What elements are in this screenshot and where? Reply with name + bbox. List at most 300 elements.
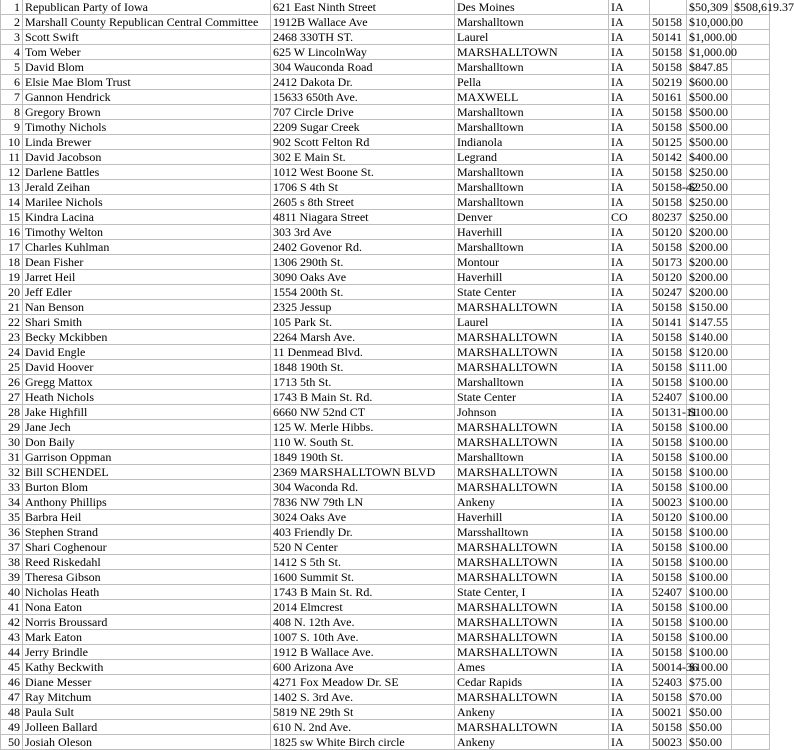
zip-cell[interactable]: 50158 [650,165,687,180]
total-cell[interactable] [732,300,770,315]
state-cell[interactable]: IA [609,150,650,165]
row-number[interactable]: 47 [1,690,23,705]
name-cell[interactable]: Timothy Nichols [23,120,271,135]
row-number[interactable]: 36 [1,525,23,540]
name-cell[interactable]: Nan Benson [23,300,271,315]
city-cell[interactable]: Marshalltown [455,180,609,195]
address-cell[interactable]: 1825 sw White Birch circle [271,735,455,750]
address-cell[interactable]: 304 Waconda Rd. [271,480,455,495]
amount-cell[interactable]: $100.00 [687,555,732,570]
address-cell[interactable]: 610 N. 2nd Ave. [271,720,455,735]
address-cell[interactable]: 1600 Summit St. [271,570,455,585]
city-cell[interactable]: MARSHALLTOWN [455,630,609,645]
zip-cell[interactable]: 50142 [650,150,687,165]
row-number[interactable]: 33 [1,480,23,495]
address-cell[interactable]: 15633 650th Ave. [271,90,455,105]
name-cell[interactable]: Diane Messer [23,675,271,690]
name-cell[interactable]: Shari Coghenour [23,540,271,555]
total-cell[interactable] [732,525,770,540]
amount-cell[interactable]: $500.00 [687,120,732,135]
amount-cell[interactable]: $1,000.00 [687,30,732,45]
total-cell[interactable] [732,330,770,345]
amount-cell[interactable]: $147.55 [687,315,732,330]
name-cell[interactable]: Marilee Nichols [23,195,271,210]
address-cell[interactable]: 1306 290th St. [271,255,455,270]
total-cell[interactable] [732,30,770,45]
address-cell[interactable]: 1007 S. 10th Ave. [271,630,455,645]
row-number[interactable]: 19 [1,270,23,285]
amount-cell[interactable]: $250.00 [687,210,732,225]
name-cell[interactable]: Burton Blom [23,480,271,495]
address-cell[interactable]: 1912 B Wallace Ave. [271,645,455,660]
address-cell[interactable]: 303 3rd Ave [271,225,455,240]
row-number[interactable]: 31 [1,450,23,465]
address-cell[interactable]: 1554 200th St. [271,285,455,300]
name-cell[interactable]: Jarret Heil [23,270,271,285]
total-cell[interactable] [732,540,770,555]
address-cell[interactable]: 125 W. Merle Hibbs. [271,420,455,435]
state-cell[interactable]: IA [609,120,650,135]
amount-cell[interactable]: $100.00 [687,495,732,510]
row-number[interactable]: 27 [1,390,23,405]
zip-cell[interactable]: 50158 [650,525,687,540]
zip-cell[interactable]: 50158 [650,720,687,735]
amount-cell[interactable]: $500.00 [687,135,732,150]
city-cell[interactable]: State Center [455,390,609,405]
state-cell[interactable]: IA [609,105,650,120]
row-number[interactable]: 7 [1,90,23,105]
row-number[interactable]: 28 [1,405,23,420]
row-number[interactable]: 32 [1,465,23,480]
city-cell[interactable]: Montour [455,255,609,270]
city-cell[interactable]: Marshalltown [455,15,609,30]
amount-cell[interactable]: $200.00 [687,240,732,255]
name-cell[interactable]: Charles Kuhlman [23,240,271,255]
zip-cell[interactable]: 50120 [650,510,687,525]
row-number[interactable]: 14 [1,195,23,210]
row-number[interactable]: 25 [1,360,23,375]
total-cell[interactable] [732,705,770,720]
name-cell[interactable]: David Jacobson [23,150,271,165]
name-cell[interactable]: Gannon Hendrick [23,90,271,105]
total-cell[interactable] [732,495,770,510]
row-number[interactable]: 8 [1,105,23,120]
row-number[interactable]: 6 [1,75,23,90]
name-cell[interactable]: Jolleen Ballard [23,720,271,735]
address-cell[interactable]: 520 N Center [271,540,455,555]
name-cell[interactable]: Becky Mckibben [23,330,271,345]
state-cell[interactable]: IA [609,390,650,405]
address-cell[interactable]: 2325 Jessup [271,300,455,315]
total-cell[interactable] [732,180,770,195]
zip-cell[interactable]: 50158 [650,345,687,360]
row-number[interactable]: 5 [1,60,23,75]
address-cell[interactable]: 2209 Sugar Creek [271,120,455,135]
zip-cell[interactable]: 50158 [650,15,687,30]
amount-cell[interactable]: $50,309 [687,0,732,15]
address-cell[interactable]: 600 Arizona Ave [271,660,455,675]
state-cell[interactable]: IA [609,585,650,600]
amount-cell[interactable]: $100.00 [687,450,732,465]
name-cell[interactable]: Anthony Phillips [23,495,271,510]
zip-cell[interactable]: 50125 [650,135,687,150]
amount-cell[interactable]: $250.00 [687,165,732,180]
address-cell[interactable]: 1713 5th St. [271,375,455,390]
city-cell[interactable]: MARSHALLTOWN [455,45,609,60]
amount-cell[interactable]: $100.00 [687,390,732,405]
city-cell[interactable]: Ankeny [455,735,609,750]
zip-cell[interactable]: 50158-42 [650,180,687,195]
state-cell[interactable]: IA [609,165,650,180]
state-cell[interactable]: IA [609,720,650,735]
city-cell[interactable]: Des Moines [455,0,609,15]
address-cell[interactable]: 1849 190th St. [271,450,455,465]
amount-cell[interactable]: $600.00 [687,75,732,90]
address-cell[interactable]: 1706 S 4th St [271,180,455,195]
address-cell[interactable]: 1012 West Boone St. [271,165,455,180]
name-cell[interactable]: Kindra Lacina [23,210,271,225]
name-cell[interactable]: Elsie Mae Blom Trust [23,75,271,90]
zip-cell[interactable]: 50158 [650,615,687,630]
zip-cell[interactable]: 50158 [650,360,687,375]
city-cell[interactable]: MARSHALLTOWN [455,615,609,630]
state-cell[interactable]: IA [609,375,650,390]
address-cell[interactable]: 2605 s 8th Street [271,195,455,210]
state-cell[interactable]: IA [609,60,650,75]
row-number[interactable]: 49 [1,720,23,735]
total-cell[interactable] [732,555,770,570]
zip-cell[interactable]: 50120 [650,270,687,285]
address-cell[interactable]: 1743 B Main St. Rd. [271,585,455,600]
address-cell[interactable]: 403 Friendly Dr. [271,525,455,540]
row-number[interactable]: 50 [1,735,23,750]
city-cell[interactable]: MARSHALLTOWN [455,465,609,480]
city-cell[interactable]: State Center [455,285,609,300]
state-cell[interactable]: IA [609,255,650,270]
name-cell[interactable]: Stephen Strand [23,525,271,540]
name-cell[interactable]: Heath Nichols [23,390,271,405]
total-cell[interactable] [732,150,770,165]
state-cell[interactable]: IA [609,510,650,525]
total-cell[interactable] [732,690,770,705]
amount-cell[interactable]: $100.00 [687,615,732,630]
row-number[interactable]: 34 [1,495,23,510]
city-cell[interactable]: Marshalltown [455,375,609,390]
zip-cell[interactable]: 50158 [650,630,687,645]
state-cell[interactable]: IA [609,90,650,105]
state-cell[interactable]: IA [609,540,650,555]
name-cell[interactable]: Barbra Heil [23,510,271,525]
address-cell[interactable]: 408 N. 12th Ave. [271,615,455,630]
city-cell[interactable]: MARSHALLTOWN [455,345,609,360]
address-cell[interactable]: 625 W LincolnWay [271,45,455,60]
amount-cell[interactable]: $400.00 [687,150,732,165]
state-cell[interactable]: IA [609,615,650,630]
total-cell[interactable] [732,570,770,585]
row-number[interactable]: 29 [1,420,23,435]
zip-cell[interactable]: 50158 [650,330,687,345]
state-cell[interactable]: IA [609,300,650,315]
row-number[interactable]: 44 [1,645,23,660]
zip-cell[interactable]: 52407 [650,390,687,405]
state-cell[interactable]: IA [609,690,650,705]
city-cell[interactable]: Ankeny [455,495,609,510]
state-cell[interactable]: IA [609,30,650,45]
zip-cell[interactable]: 50158 [650,480,687,495]
zip-cell[interactable]: 50158 [650,465,687,480]
row-number[interactable]: 3 [1,30,23,45]
amount-cell[interactable]: $150.00 [687,300,732,315]
name-cell[interactable]: Mark Eaton [23,630,271,645]
row-number[interactable]: 23 [1,330,23,345]
row-number[interactable]: 45 [1,660,23,675]
name-cell[interactable]: Jerald Zeihan [23,180,271,195]
total-cell[interactable] [732,195,770,210]
name-cell[interactable]: Republican Party of Iowa [23,0,271,15]
state-cell[interactable]: IA [609,675,650,690]
total-cell[interactable] [732,105,770,120]
address-cell[interactable]: 1848 190th St. [271,360,455,375]
name-cell[interactable]: Don Baily [23,435,271,450]
state-cell[interactable]: IA [609,645,650,660]
address-cell[interactable]: 6660 NW 52nd CT [271,405,455,420]
row-number[interactable]: 9 [1,120,23,135]
city-cell[interactable]: MAXWELL [455,90,609,105]
state-cell[interactable]: IA [609,15,650,30]
amount-cell[interactable]: $250.00 [687,195,732,210]
zip-cell[interactable]: 50158 [650,645,687,660]
city-cell[interactable]: Johnson [455,405,609,420]
amount-cell[interactable]: $1,000.00 [687,45,732,60]
total-cell[interactable] [732,390,770,405]
row-number[interactable]: 37 [1,540,23,555]
name-cell[interactable]: Tom Weber [23,45,271,60]
zip-cell[interactable]: 50158 [650,375,687,390]
amount-cell[interactable]: $100.00 [687,525,732,540]
zip-cell[interactable]: 50161 [650,90,687,105]
name-cell[interactable]: Linda Brewer [23,135,271,150]
zip-cell[interactable]: 50219 [650,75,687,90]
zip-cell[interactable]: 50120 [650,225,687,240]
amount-cell[interactable]: $100.00 [687,570,732,585]
total-cell[interactable] [732,165,770,180]
zip-cell[interactable]: 50158 [650,555,687,570]
amount-cell[interactable]: $500.00 [687,90,732,105]
row-number[interactable]: 21 [1,300,23,315]
amount-cell[interactable]: $100.00 [687,585,732,600]
zip-cell[interactable]: 50158 [650,45,687,60]
total-cell[interactable] [732,270,770,285]
city-cell[interactable]: MARSHALLTOWN [455,435,609,450]
amount-cell[interactable]: $500.00 [687,105,732,120]
address-cell[interactable]: 1743 B Main St. Rd. [271,390,455,405]
city-cell[interactable]: Marshalltown [455,60,609,75]
city-cell[interactable]: MARSHALLTOWN [455,540,609,555]
total-cell[interactable]: $508,619.37 [732,0,770,15]
zip-cell[interactable]: 50158 [650,105,687,120]
total-cell[interactable] [732,630,770,645]
zip-cell[interactable]: 50158 [650,120,687,135]
address-cell[interactable]: 2412 Dakota Dr. [271,75,455,90]
total-cell[interactable] [732,210,770,225]
total-cell[interactable] [732,285,770,300]
total-cell[interactable] [732,135,770,150]
city-cell[interactable]: MARSHALLTOWN [455,300,609,315]
zip-cell[interactable]: 50131-11 [650,405,687,420]
city-cell[interactable]: Laurel [455,315,609,330]
total-cell[interactable] [732,60,770,75]
state-cell[interactable]: IA [609,0,650,15]
zip-cell[interactable]: 50158 [650,450,687,465]
state-cell[interactable]: CO [609,210,650,225]
total-cell[interactable] [732,480,770,495]
name-cell[interactable]: David Engle [23,345,271,360]
name-cell[interactable]: Jake Highfill [23,405,271,420]
state-cell[interactable]: IA [609,45,650,60]
city-cell[interactable]: MARSHALLTOWN [455,360,609,375]
row-number[interactable]: 17 [1,240,23,255]
total-cell[interactable] [732,675,770,690]
row-number[interactable]: 16 [1,225,23,240]
state-cell[interactable]: IA [609,225,650,240]
address-cell[interactable]: 1912B Wallace Ave [271,15,455,30]
city-cell[interactable]: Marshalltown [455,240,609,255]
amount-cell[interactable]: $100.00 [687,480,732,495]
total-cell[interactable] [732,645,770,660]
amount-cell[interactable]: $100.00 [687,405,732,420]
row-number[interactable]: 18 [1,255,23,270]
state-cell[interactable]: IA [609,570,650,585]
name-cell[interactable]: Garrison Oppman [23,450,271,465]
zip-cell[interactable]: 80237 [650,210,687,225]
row-number[interactable]: 11 [1,150,23,165]
city-cell[interactable]: MARSHALLTOWN [455,570,609,585]
name-cell[interactable]: Reed Riskedahl [23,555,271,570]
total-cell[interactable] [732,315,770,330]
row-number[interactable]: 30 [1,435,23,450]
name-cell[interactable]: Marshall County Republican Central Committee [23,15,271,30]
address-cell[interactable]: 1412 S 5th St. [271,555,455,570]
amount-cell[interactable]: $200.00 [687,225,732,240]
address-cell[interactable]: 2264 Marsh Ave. [271,330,455,345]
zip-cell[interactable]: 50173 [650,255,687,270]
name-cell[interactable]: Jerry Brindle [23,645,271,660]
city-cell[interactable]: Laurel [455,30,609,45]
city-cell[interactable]: Legrand [455,150,609,165]
name-cell[interactable]: Ray Mitchum [23,690,271,705]
address-cell[interactable]: 11 Denmead Blvd. [271,345,455,360]
row-number[interactable]: 43 [1,630,23,645]
amount-cell[interactable]: $50.00 [687,705,732,720]
address-cell[interactable]: 7836 NW 79th LN [271,495,455,510]
address-cell[interactable]: 707 Circle Drive [271,105,455,120]
total-cell[interactable] [732,405,770,420]
zip-cell[interactable]: 50158 [650,420,687,435]
city-cell[interactable]: Marshalltown [455,195,609,210]
total-cell[interactable] [732,435,770,450]
amount-cell[interactable]: $200.00 [687,255,732,270]
state-cell[interactable]: IA [609,465,650,480]
zip-cell[interactable]: 50158 [650,540,687,555]
total-cell[interactable] [732,360,770,375]
total-cell[interactable] [732,375,770,390]
address-cell[interactable]: 5819 NE 29th St [271,705,455,720]
total-cell[interactable] [732,255,770,270]
city-cell[interactable]: Marsshalltown [455,525,609,540]
state-cell[interactable]: IA [609,660,650,675]
row-number[interactable]: 38 [1,555,23,570]
row-number[interactable]: 1 [1,0,23,15]
amount-cell[interactable]: $200.00 [687,285,732,300]
address-cell[interactable]: 302 E Main St. [271,150,455,165]
city-cell[interactable]: MARSHALLTOWN [455,480,609,495]
state-cell[interactable]: IA [609,345,650,360]
address-cell[interactable]: 2468 330TH ST. [271,30,455,45]
total-cell[interactable] [732,120,770,135]
total-cell[interactable] [732,225,770,240]
amount-cell[interactable]: $100.00 [687,435,732,450]
address-cell[interactable]: 2402 Govenor Rd. [271,240,455,255]
row-number[interactable]: 35 [1,510,23,525]
amount-cell[interactable]: $200.00 [687,270,732,285]
address-cell[interactable]: 4271 Fox Meadow Dr. SE [271,675,455,690]
state-cell[interactable]: IA [609,555,650,570]
amount-cell[interactable]: $111.00 [687,360,732,375]
state-cell[interactable]: IA [609,180,650,195]
zip-cell[interactable]: 50158 [650,240,687,255]
address-cell[interactable]: 902 Scott Felton Rd [271,135,455,150]
city-cell[interactable]: Cedar Rapids [455,675,609,690]
state-cell[interactable]: IA [609,495,650,510]
total-cell[interactable] [732,240,770,255]
row-number[interactable]: 12 [1,165,23,180]
amount-cell[interactable]: $50.00 [687,720,732,735]
state-cell[interactable]: IA [609,270,650,285]
city-cell[interactable]: Haverhill [455,270,609,285]
total-cell[interactable] [732,735,770,750]
total-cell[interactable] [732,45,770,60]
address-cell[interactable]: 2014 Elmcrest [271,600,455,615]
name-cell[interactable]: Nicholas Heath [23,585,271,600]
zip-cell[interactable]: 50247 [650,285,687,300]
name-cell[interactable]: Gregg Mattox [23,375,271,390]
amount-cell[interactable]: $100.00 [687,465,732,480]
total-cell[interactable] [732,75,770,90]
address-cell[interactable]: 3024 Oaks Ave [271,510,455,525]
row-number[interactable]: 48 [1,705,23,720]
name-cell[interactable]: Bill SCHENDEL [23,465,271,480]
city-cell[interactable]: MARSHALLTOWN [455,420,609,435]
amount-cell[interactable]: $100.00 [687,645,732,660]
address-cell[interactable]: 1402 S. 3rd Ave. [271,690,455,705]
address-cell[interactable]: 3090 Oaks Ave [271,270,455,285]
state-cell[interactable]: IA [609,450,650,465]
row-number[interactable]: 4 [1,45,23,60]
zip-cell[interactable]: 50158 [650,690,687,705]
name-cell[interactable]: Norris Broussard [23,615,271,630]
row-number[interactable]: 10 [1,135,23,150]
row-number[interactable]: 26 [1,375,23,390]
row-number[interactable]: 42 [1,615,23,630]
amount-cell[interactable]: $50.00 [687,735,732,750]
amount-cell[interactable]: $140.00 [687,330,732,345]
state-cell[interactable]: IA [609,75,650,90]
state-cell[interactable]: IA [609,705,650,720]
total-cell[interactable] [732,615,770,630]
amount-cell[interactable]: $250.00 [687,180,732,195]
name-cell[interactable]: Dean Fisher [23,255,271,270]
zip-cell[interactable]: 52403 [650,675,687,690]
